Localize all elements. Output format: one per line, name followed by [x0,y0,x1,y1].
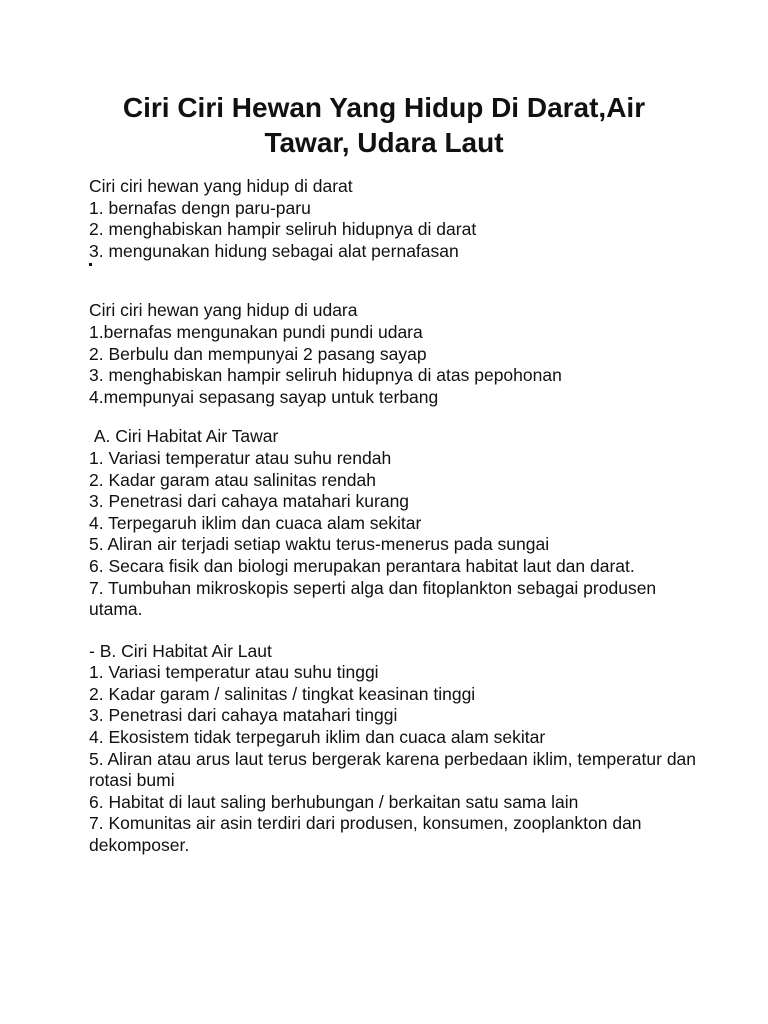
section-freshwater-habitat [89,426,709,620]
list-item: 6. Habitat di laut saling berhubungan / berkaitan satu sama lain [89,791,579,812]
list-item: 1. bernafas dengn paru-paru [89,197,311,218]
section-land-animals [89,176,709,266]
list-item: 4. Ekosistem tidak terpegaruh iklim dan cuaca alam sekitar [89,727,546,748]
list-item: 7. Komunitas air asin terdiri dari produsen, konsumen, zooplankton dan dekomposer. [89,813,642,856]
list-item: 3. Penetrasi dari cahaya matahari kurang [89,491,410,512]
list-item: 3. Penetrasi dari cahaya matahari tinggi [89,705,398,726]
list-item: 4. Terpegaruh iklim dan cuaca alam sekitar [89,512,422,533]
list-item: 2. Kadar garam / salinitas / tingkat keasinan tinggi [89,683,476,704]
section-heading: A. Ciri Habitat Air Tawar [89,426,279,447]
list-item: 1. Variasi temperatur atau suhu rendah [89,447,392,468]
list-item: 4.mempunyai sepasang sayap untuk terbang [89,386,439,407]
list-item: 5. Aliran atau arus laut terus bergerak karena perbedaan iklim, temperatur dan rotasi bumi [89,748,697,791]
list-item: 2. Kadar garam atau salinitas rendah [89,469,376,490]
list-item: 5. Aliran air terjadi setiap waktu terus-menerus pada sungai [89,534,550,555]
list-item: 7. Tumbuhan mikroskopis seperti alga dan fitoplankton sebagai produsen utama. [89,577,662,620]
section-heading: - B. Ciri Habitat Air Laut [89,640,272,661]
section-seawater-habitat [89,641,709,857]
list-item: 1. Variasi temperatur atau suhu tinggi [89,662,379,683]
stray-dot [89,263,92,266]
list-item: 1.bernafas mengunakan pundi pundi udara [89,321,423,342]
list-item: 3. mengunakan hidung sebagai alat pernafasan [89,240,459,261]
document-title: Ciri Ciri Hewan Yang Hidup Di Darat,Air Tawar, Udara Laut [122,92,646,158]
section-heading: Ciri ciri hewan yang hidup di udara [89,300,358,321]
document-body [89,176,709,857]
list-item: 3. menghabiskan hampir seliruh hidupnya di atas pepohonan [89,365,562,386]
list-item: 2. menghabiskan hampir seliruh hidupnya di darat [89,219,477,240]
section-heading: Ciri ciri hewan yang hidup di darat [89,176,353,196]
list-item: 2. Berbulu dan mempunyai 2 pasang sayap [89,343,427,364]
list-item: 6. Secara fisik dan biologi merupakan perantara habitat laut dan darat. [89,555,635,576]
section-air-animals [89,300,709,408]
